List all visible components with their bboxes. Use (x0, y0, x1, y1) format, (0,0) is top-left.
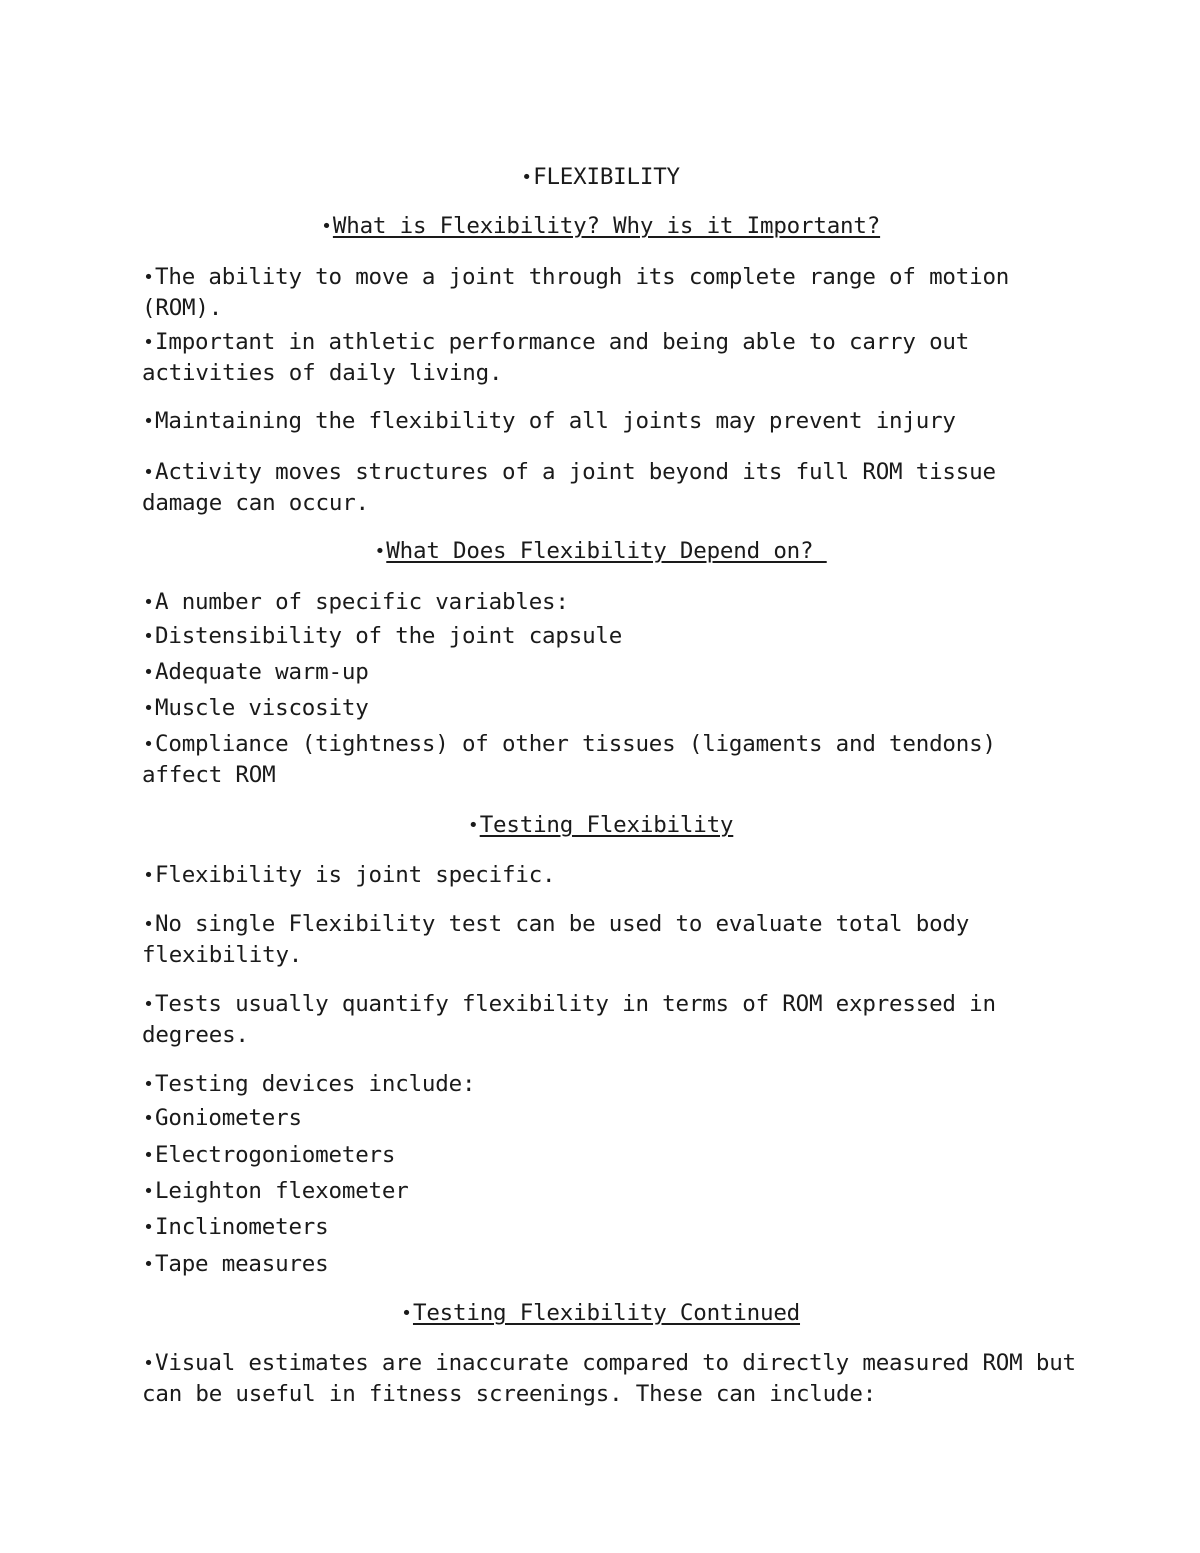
bullet-icon: • (143, 592, 154, 613)
bullet-icon: • (143, 332, 154, 353)
bullet-icon: • (401, 1303, 412, 1324)
bullet-icon: • (143, 1254, 154, 1275)
section-heading: •What Does Flexibility Depend on? (0, 536, 1200, 567)
list-item: •Maintaining the flexibility of all joints may prevent injury (142, 406, 1082, 437)
bullet-icon: • (143, 994, 154, 1015)
list-item: •A number of specific variables: (142, 587, 1082, 618)
bullet-icon: • (143, 698, 154, 719)
bullet-icon: • (143, 462, 154, 483)
list-item: •Goniometers (142, 1103, 1082, 1134)
list-item: •Testing devices include: (142, 1069, 1082, 1100)
bullet-icon: • (143, 1353, 154, 1374)
list-item: •The ability to move a joint through its complete range of motion (ROM). (142, 264, 1023, 321)
bullet-icon: • (467, 815, 479, 836)
bullet-icon: • (143, 1145, 154, 1166)
bullet-icon: • (143, 662, 154, 683)
list-item: •Distensibility of the joint capsule (142, 621, 1082, 652)
bullet-icon: • (143, 1181, 154, 1202)
bullet-icon: • (321, 216, 332, 237)
list-item: •Electrogoniometers (142, 1140, 1082, 1171)
list-item: •Tests usually quantify flexibility in terms of ROM expressed in degrees. (142, 991, 1010, 1048)
bullet-icon: • (143, 914, 154, 935)
section-heading: •Testing Flexibility (0, 810, 1200, 841)
bullet-icon: • (143, 1074, 154, 1095)
section-heading: •Testing Flexibility Continued (0, 1298, 1200, 1329)
bullet-icon: • (374, 541, 386, 562)
bullet-icon: • (521, 167, 532, 188)
list-item: •Compliance (tightness) of other tissues (ligaments and tendons) affect ROM (142, 731, 1010, 788)
list-item: •Activity moves structures of a joint beyond its full ROM tissue damage can occur. (142, 459, 1010, 516)
list-item: •Leighton flexometer (142, 1176, 1082, 1207)
list-item: •Important in athletic performance and being able to carry out activities of daily living. (142, 329, 983, 386)
section-heading: •What is Flexibility? Why is it Important? (0, 211, 1200, 242)
document-title: •FLEXIBILITY (0, 162, 1200, 193)
bullet-icon: • (143, 267, 154, 288)
list-item: •Muscle viscosity (142, 693, 1082, 724)
list-item: •Flexibility is joint specific. (142, 860, 1082, 891)
bullet-icon: • (143, 734, 154, 755)
list-item: •Adequate warm-up (142, 657, 1082, 688)
bullet-icon: • (143, 626, 154, 647)
list-item: •Visual estimates are inaccurate compared to directly measured ROM but can be useful in fitness screenings. These can include: (142, 1350, 1090, 1407)
bullet-icon: • (143, 865, 154, 886)
list-item: •No single Flexibility test can be used to evaluate total body flexibility. (142, 911, 983, 968)
bullet-icon: • (143, 1108, 154, 1129)
list-item: •Tape measures (142, 1249, 1082, 1280)
bullet-icon: • (143, 411, 154, 432)
bullet-icon: • (143, 1217, 154, 1238)
list-item: •Inclinometers (142, 1212, 1082, 1243)
